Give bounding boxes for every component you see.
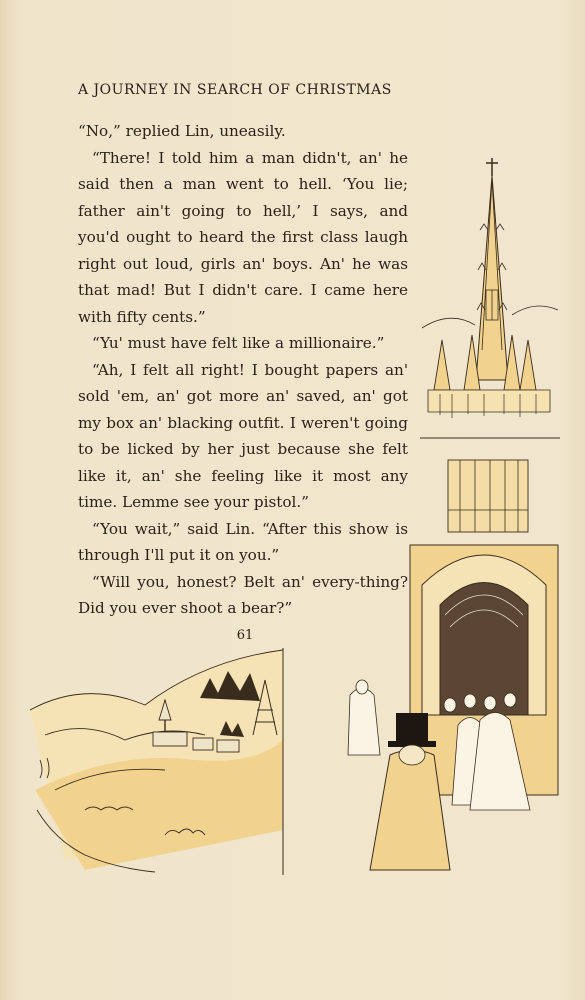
paragraph: “Yu' must have felt like a millionaire.” <box>92 334 385 352</box>
spire-illustration <box>420 150 560 425</box>
paragraph: “You wait,” said Lin. “After this show is through I'll put it on you.” <box>78 519 408 564</box>
village-landscape-illustration <box>25 640 290 885</box>
page-number: 61 <box>236 628 254 643</box>
church-entrance-illustration <box>330 455 562 875</box>
running-head: A JOURNEY IN SEARCH OF CHRISTMAS <box>78 82 392 98</box>
paragraph: “Will you, honest? Belt an' every-thing? Did you ever shoot a bear?” <box>78 572 408 617</box>
paragraph: “No,” replied Lin, uneasily. <box>78 122 286 140</box>
divider-line <box>420 436 560 440</box>
paragraph: “Ah, I felt all right! I bought papers an' sold 'em, an' got more an' saved, an' got my box an' blacking outfit. I weren't going to be licked by her just because she felt like it, an' she feeling like it most any time. Lemme see your pistol.” <box>78 360 408 511</box>
paragraph: “There! I told him a man didn't, an' he said then a man went to hell. ‘You lie; father ain't going to hell,’ I says, and you'd ought to heard the first class laugh right out loud, girls an' boys. An' he was that mad! But I didn't care. I came here with fifty cents.” <box>78 148 408 326</box>
